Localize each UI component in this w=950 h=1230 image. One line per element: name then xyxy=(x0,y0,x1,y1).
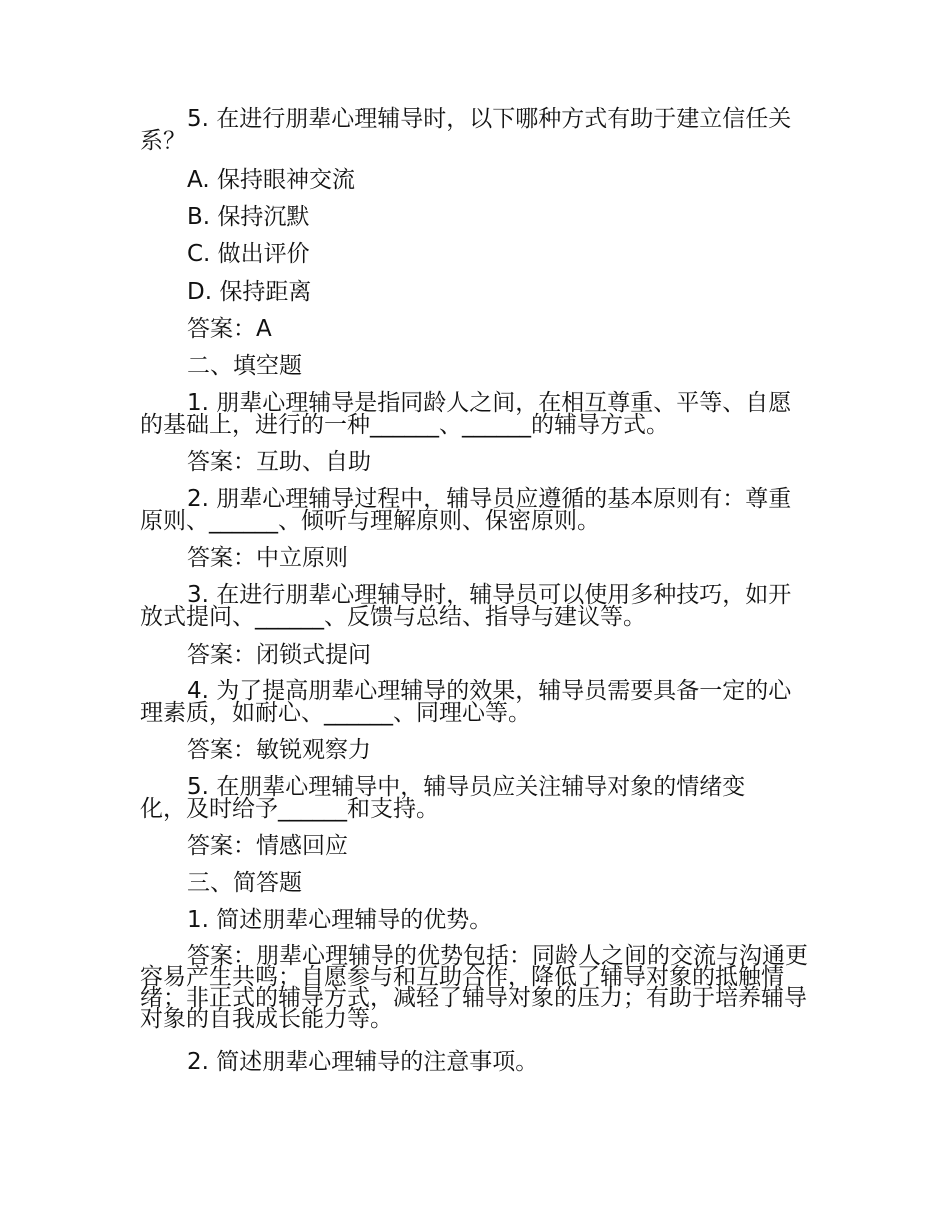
answer-q5: 答案：A xyxy=(187,316,272,342)
fill-answer-3: 答案：闭锁式提问 xyxy=(187,642,371,668)
fill-answer-2: 答案：中立原则 xyxy=(187,545,348,571)
fill-answer-5: 答案：情感回应 xyxy=(187,833,348,859)
short-question-1: 1. 简述朋辈心理辅导的优势。 xyxy=(187,907,493,933)
option-a: A. 保持眼神交流 xyxy=(187,167,355,193)
fill-question-2: 2. 朋辈心理辅导过程中，辅导员应遵循的基本原则有：尊重原则、______、倾听与理解原则、保密原则。 xyxy=(140,486,792,534)
section-heading-short-answer: 三、简答题 xyxy=(187,870,302,896)
short-answer-1: 答案：朋辈心理辅导的优势包括：同龄人之间的交流与沟通更容易产生共鸣；自愿参与和互助合作，降低了辅导对象的抵触情绪；非正式的辅导方式，减轻了辅导对象的压力；有助于培养辅导对象的自我成长能力等。 xyxy=(140,943,808,1032)
option-b: B. 保持沉默 xyxy=(187,204,310,230)
fill-question-5: 5. 在朋辈心理辅导中，辅导员应关注辅导对象的情绪变化，及时给予______和支持。 xyxy=(140,774,746,822)
fill-question-1: 1. 朋辈心理辅导是指同龄人之间，在相互尊重、平等、自愿的基础上，进行的一种______、______的辅导方式。 xyxy=(140,390,792,438)
fill-question-3: 3. 在进行朋辈心理辅导时，辅导员可以使用多种技巧，如开放式提问、______、反馈与总结、指导与建议等。 xyxy=(140,582,792,630)
short-question-2: 2. 简述朋辈心理辅导的注意事项。 xyxy=(187,1049,539,1075)
option-d: D. 保持距离 xyxy=(187,279,312,305)
section-heading-fill-in: 二、填空题 xyxy=(187,353,302,379)
fill-answer-1: 答案：互助、自助 xyxy=(187,449,371,475)
question-5: 5. 在进行朋辈心理辅导时，以下哪种方式有助于建立信任关系？ xyxy=(140,106,792,154)
fill-question-4: 4. 为了提高朋辈心理辅导的效果，辅导员需要具备一定的心理素质，如耐心、______、同理心等。 xyxy=(140,678,792,726)
fill-answer-4: 答案：敏锐观察力 xyxy=(187,737,371,763)
option-c: C. 做出评价 xyxy=(187,241,310,267)
